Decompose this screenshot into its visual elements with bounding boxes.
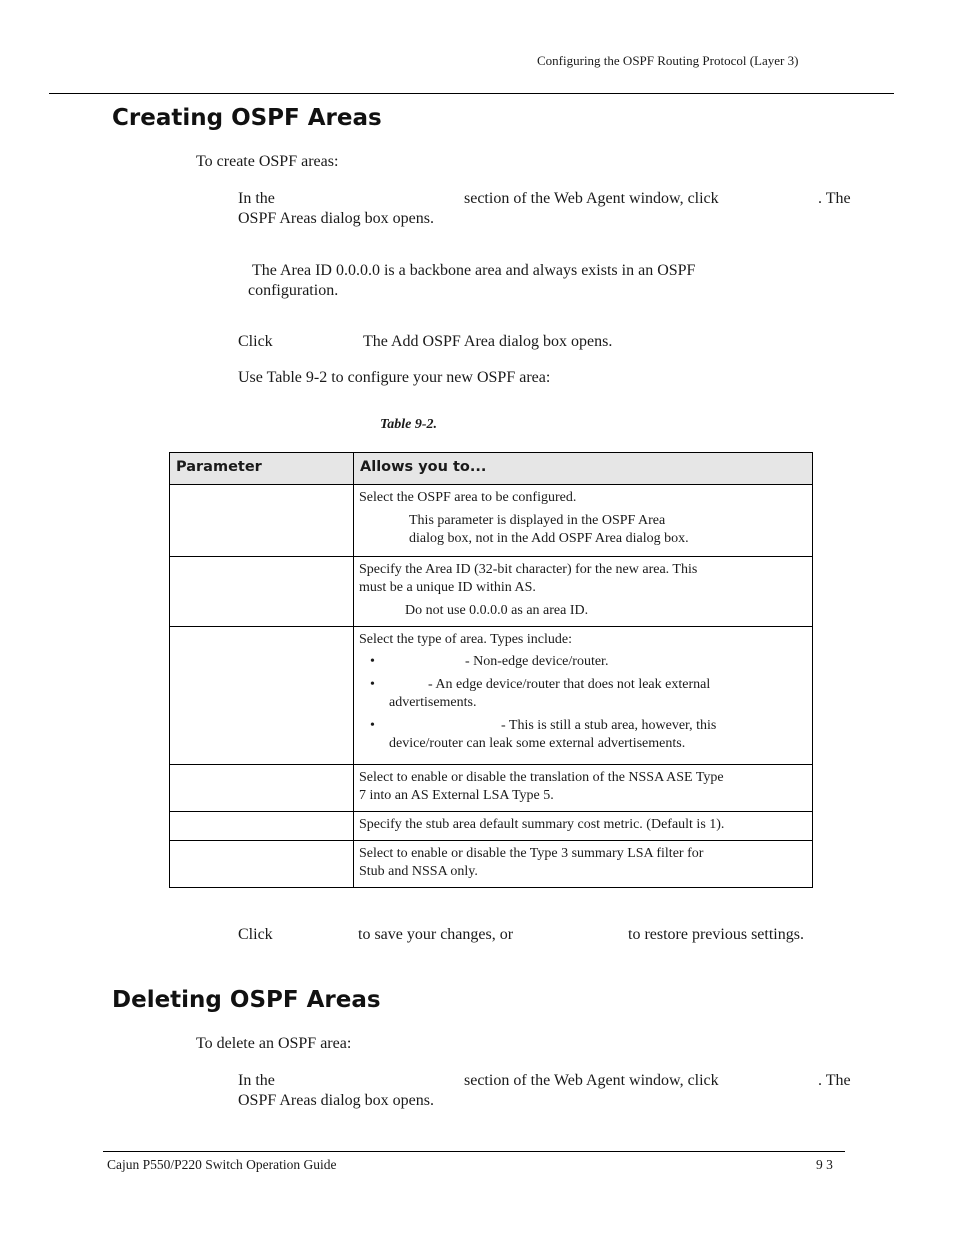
list-item (359, 717, 807, 753)
table-row (170, 812, 813, 841)
row6-desc-line2: Stub and NSSA only. (359, 864, 478, 879)
deleting-step1-c: . The (818, 1072, 851, 1089)
deleting-step1-a: In the (238, 1072, 275, 1089)
area-type-list (359, 653, 807, 753)
row1-note-line1: This parameter is displayed in the OSPF Area (409, 513, 666, 528)
section-title-creating: Creating OSPF Areas (112, 105, 382, 131)
row5-desc: Specify the stub area default summary cost metric. (Default is 1). (359, 817, 725, 832)
creating-step1-a: In the (238, 190, 275, 207)
creating-step2-b: The Add OSPF Area dialog box opens. (363, 333, 613, 350)
table-cell-parameter (170, 627, 354, 765)
table-header-row (170, 453, 813, 485)
row3-bullet2-line2: advertisements. (389, 695, 477, 710)
deleting-step1-d: OSPF Areas dialog box opens. (238, 1092, 434, 1109)
row3-bullet3-line1: - This is still a stub area, however, this (501, 718, 717, 733)
step4-a: Click (238, 926, 273, 943)
table-cell-parameter (170, 557, 354, 627)
row4-desc-line2: 7 into an AS External LSA Type 5. (359, 788, 554, 803)
footer-rule (103, 1151, 845, 1152)
row2-desc-line2: must be a unique ID within AS. (359, 580, 536, 595)
table-cell-description (354, 627, 813, 765)
row4-desc-line1: Select to enable or disable the translation of the NSSA ASE Type (359, 770, 724, 785)
step4-c: to restore previous settings. (628, 926, 804, 943)
creating-step3: Use Table 9-2 to configure your new OSPF area: (238, 369, 551, 386)
backbone-note-line2: configuration. (248, 282, 339, 299)
table-cell-parameter (170, 485, 354, 557)
row3-bullet3-line2: device/router can leak some external advertisements. (389, 736, 686, 751)
table-row (170, 557, 813, 627)
table-cell-description (354, 812, 813, 841)
table-cell-parameter (170, 812, 354, 841)
table-header-parameter: Parameter (170, 453, 354, 485)
deleting-intro: To delete an OSPF area: (196, 1035, 352, 1052)
list-item (359, 676, 807, 712)
creating-step2-a: Click (238, 333, 273, 350)
footer-title: Cajun P550/P220 Switch Operation Guide (107, 1157, 337, 1172)
running-head: Configuring the OSPF Routing Protocol (Layer 3) (537, 53, 799, 68)
bullet-icon: • (370, 677, 375, 692)
row6-desc-line1: Select to enable or disable the Type 3 summary LSA filter for (359, 846, 704, 861)
table-row (170, 841, 813, 888)
header-rule (49, 93, 894, 94)
table-row (170, 627, 813, 765)
table-cell-description (354, 765, 813, 812)
step4-b: to save your changes, or (358, 926, 514, 943)
row1-desc: Select the OSPF area to be configured. (359, 490, 577, 505)
table-caption: Table 9-2. (380, 417, 438, 432)
table-cell-description (354, 557, 813, 627)
creating-step1-b: section of the Web Agent window, click (464, 190, 719, 207)
table-row (170, 485, 813, 557)
table-cell-parameter (170, 765, 354, 812)
bullet-icon: • (370, 718, 375, 733)
creating-step1-d: OSPF Areas dialog box opens. (238, 210, 434, 227)
creating-intro: To create OSPF areas: (196, 153, 339, 170)
row3-desc: Select the type of area. Types include: (359, 632, 572, 647)
bullet-icon: • (370, 654, 375, 669)
backbone-note-line1: The Area ID 0.0.0.0 is a backbone area and always exists in an OSPF (252, 262, 696, 279)
creating-step1-c: . The (818, 190, 851, 207)
parameter-table (169, 452, 813, 888)
list-item (359, 653, 807, 671)
row2-desc-line1: Specify the Area ID (32-bit character) for the new area. This (359, 562, 698, 577)
row3-bullet1: - Non-edge device/router. (465, 654, 609, 669)
table-cell-description (354, 485, 813, 557)
row1-note-line2: dialog box, not in the Add OSPF Area dialog box. (409, 531, 689, 546)
table-cell-parameter (170, 841, 354, 888)
page-number: 9 3 (816, 1157, 833, 1172)
section-title-deleting: Deleting OSPF Areas (112, 987, 381, 1013)
deleting-step1-b: section of the Web Agent window, click (464, 1072, 719, 1089)
table-row (170, 765, 813, 812)
table-header-allows: Allows you to... (354, 453, 813, 485)
table-cell-description (354, 841, 813, 888)
row2-note: Do not use 0.0.0.0 as an area ID. (405, 603, 589, 618)
row3-bullet2-line1: - An edge device/router that does not leak external (428, 677, 711, 692)
